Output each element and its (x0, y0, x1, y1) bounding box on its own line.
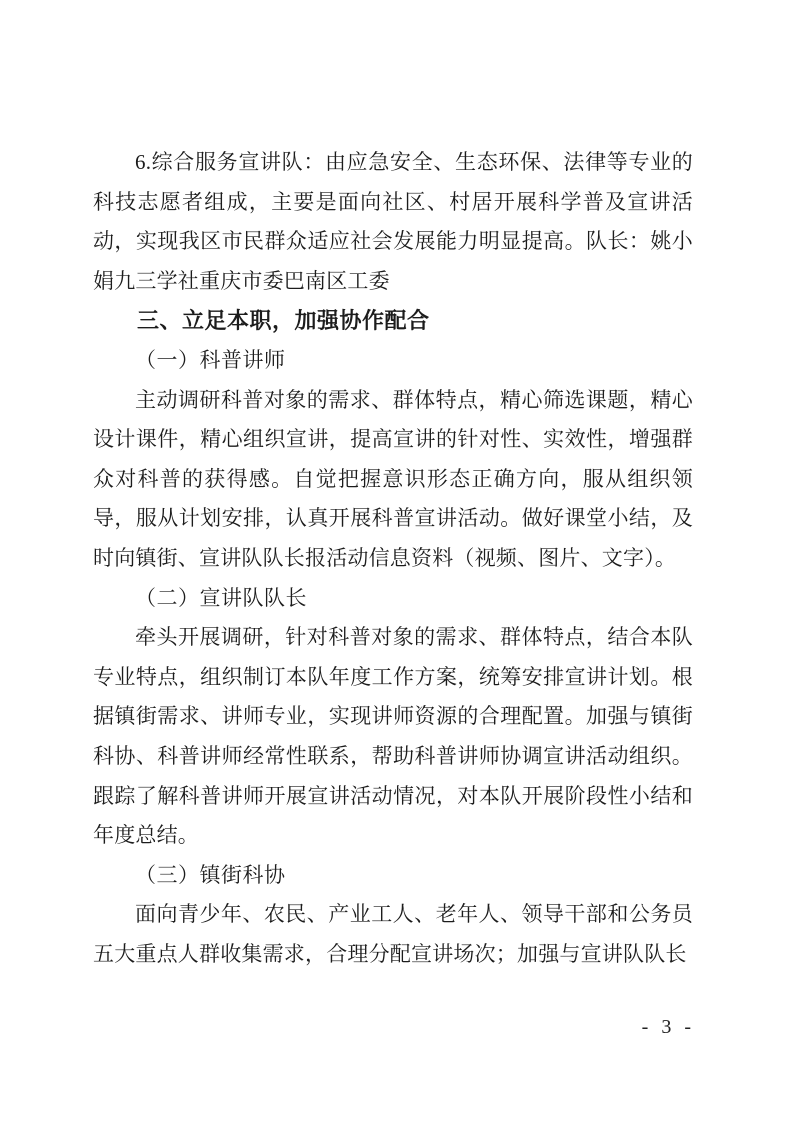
subsection-heading-science-lecturer: （一）科普讲师 (135, 347, 286, 372)
document-body (93, 143, 693, 974)
page-number: - 3 - (641, 1016, 695, 1038)
paragraph-comprehensive-service-team: 6.综合服务宣讲队：由应急安全、生态环保、法律等专业的科技志愿者组成，主要是面向社区、村居开展科学普及宣讲活动，实现我区市民群众适应社会发展能力明显提高。队长：姚小娟九三学社重庆市委巴南区工委 (93, 150, 693, 293)
paragraph-team-leader-duties: 牵头开展调研，针对科普对象的需求、群体特点，结合本队专业特点，组织制订本队年度工作方案，统筹安排宣讲计划。根据镇街需求、讲师专业，实现讲师资源的合理配置。加强与镇街科协、科普讲师经常性联系，帮助科普讲师协调宣讲活动组织。跟踪了解科普讲师开展宣讲活动情况，对本队开展阶段性小结和年度总结。 (93, 625, 693, 848)
paragraph-science-lecturer-duties: 主动调研科普对象的需求、群体特点，精心筛选课题，精心设计课件，精心组织宣讲，提高宣讲的针对性、实效性，增强群众对科普的获得感。自觉把握意识形态正确方向，服从组织领导，服从计划安排，认真开展科普宣讲活动。做好课堂小结，及时向镇街、宣讲队队长报活动信息资料（视频、图片、文字）。 (93, 387, 693, 570)
paragraph-town-science-association-duties: 面向青少年、农民、产业工人、老年人、领导干部和公务员五大重点人群收集需求，合理分配宣讲场次；加强与宣讲队队长 (93, 902, 693, 966)
subsection-heading-town-science-association: （三）镇街科协 (135, 862, 286, 887)
section-heading-three: 三、立足本职，加强协作配合 (137, 308, 430, 334)
subsection-heading-team-leader: （二）宣讲队队长 (135, 585, 307, 610)
